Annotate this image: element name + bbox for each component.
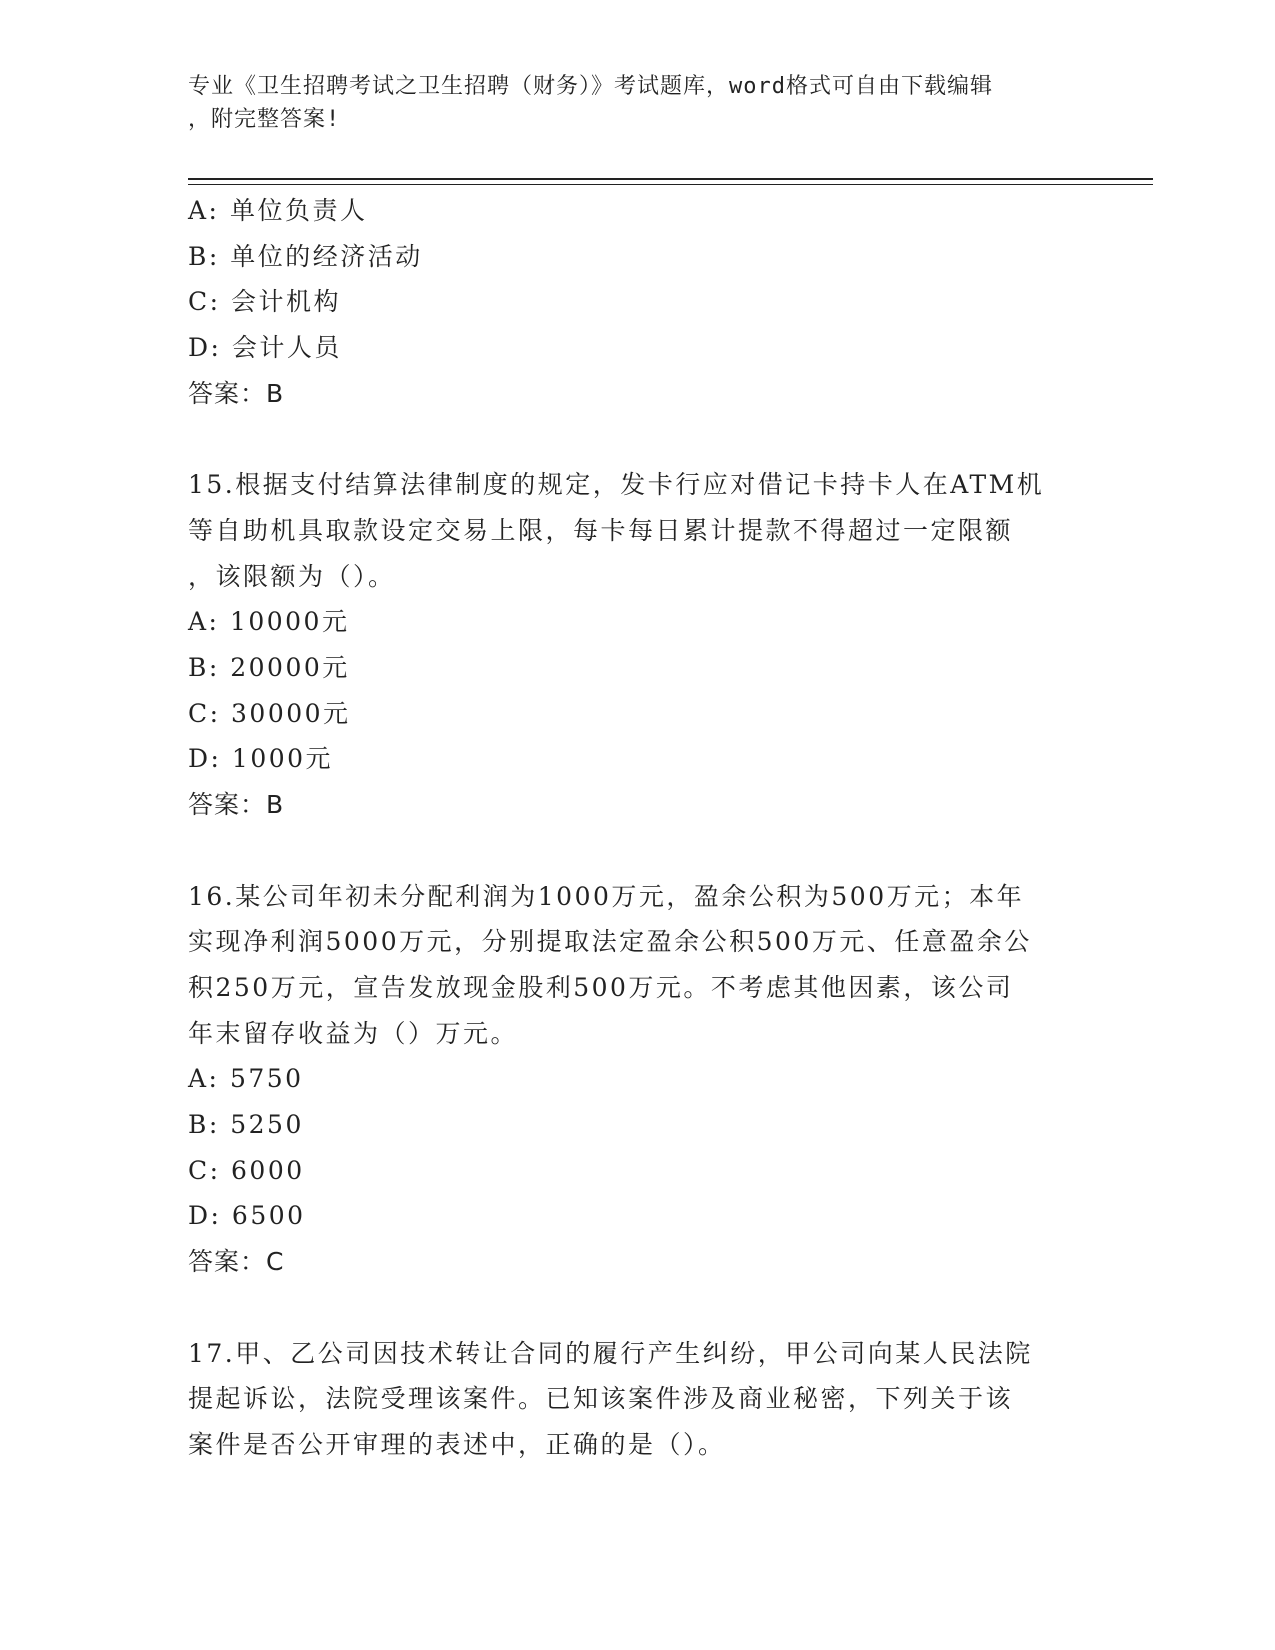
answer: 答案：B (188, 378, 285, 408)
header-line-1: 专业《卫生招聘考试之卫生招聘（财务）》考试题库，word格式可自由下载编辑 (188, 74, 993, 99)
question-stem-line: 案件是否公开审理的表述中，正确的是（）。 (188, 1429, 726, 1459)
option-d: D: 6500 (188, 1201, 306, 1231)
option-b: B: 单位的经济活动 (188, 241, 423, 271)
question-stem-line: 17.甲、乙公司因技术转让合同的履行产生纠纷，甲公司向某人民法院 (188, 1338, 1033, 1368)
question-stem-line: 15.根据支付结算法律制度的规定，发卡行应对借记卡持卡人在ATM机 (188, 470, 1045, 500)
question-stem-line: 年末留存收益为（）万元。 (188, 1018, 519, 1048)
option-c: C: 30000元 (188, 698, 351, 728)
document-header (188, 70, 1088, 136)
question-stem-line: 积250万元，宣告发放现金股利500万元。不考虑其他因素，该公司 (188, 972, 1014, 1002)
question-stem-line: 提起诉讼，法院受理该案件。已知该案件涉及商业秘密，下列关于该 (188, 1384, 1014, 1414)
header-divider-thin (188, 184, 1153, 185)
question-stem-line: 16.某公司年初未分配利润为1000万元，盈余公积为500万元；本年 (188, 881, 1025, 911)
option-d: D: 会计人员 (188, 333, 342, 363)
option-a: A: 5750 (188, 1064, 304, 1094)
question-15 (188, 462, 1068, 828)
option-a: A: 单位负责人 (188, 196, 368, 225)
question-stem-line: 实现净利润5000万元，分别提取法定盈余公积500万元、任意盈余公 (188, 927, 1032, 957)
option-b: B: 20000元 (188, 653, 350, 683)
question-stem-line: 等自助机具取款设定交易上限，每卡每日累计提款不得超过一定限额 (188, 515, 1014, 545)
option-b: B: 5250 (188, 1110, 304, 1140)
answer: 答案：C (188, 1247, 285, 1277)
question-16 (188, 874, 1068, 1285)
option-c: C: 会计机构 (188, 287, 342, 317)
answer: 答案：B (188, 790, 285, 820)
option-d: D: 1000元 (188, 744, 334, 774)
question-content (188, 188, 1068, 1468)
header-divider-thick (188, 178, 1153, 180)
question-14 (188, 188, 1068, 417)
option-a: A: 10000元 (188, 607, 350, 637)
question-stem-line: ，该限额为（）。 (188, 561, 396, 591)
option-c: C: 6000 (188, 1155, 305, 1185)
header-line-2: ，附完整答案! (188, 107, 341, 132)
question-17 (188, 1331, 1068, 1468)
